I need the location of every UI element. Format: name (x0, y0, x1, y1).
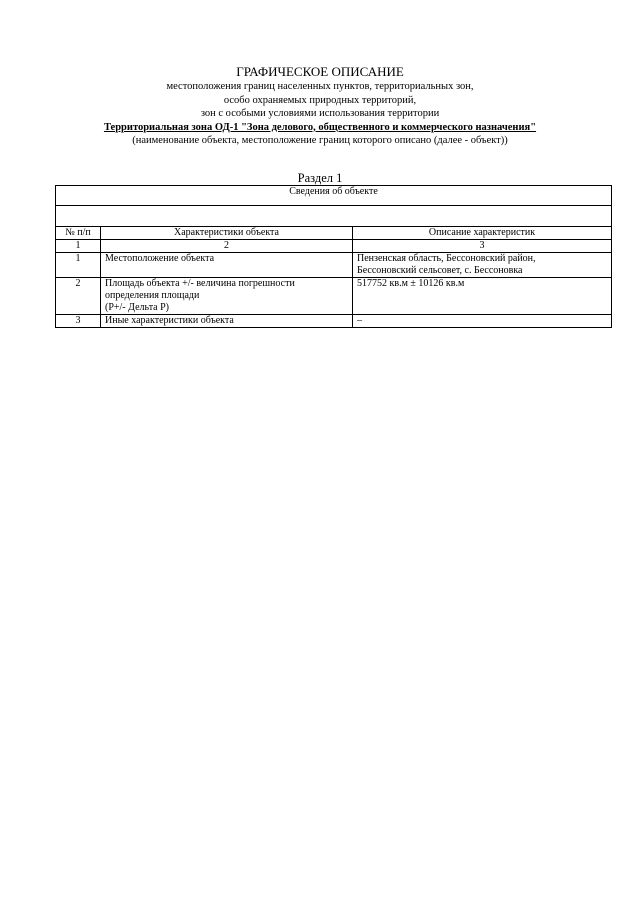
object-note: (наименование объекта, местоположение границ которого описано (далее - объект)) (132, 135, 508, 146)
row-description (353, 315, 612, 328)
column-header-description: Описание характеристик (353, 227, 612, 240)
column-header-num: № п/п (56, 227, 101, 240)
row-characteristic (101, 253, 353, 278)
description-line: Бессоновский сельсовет, с. Бессоновка (357, 265, 523, 276)
row-characteristic (101, 278, 353, 315)
table-caption: Сведения об объекте (56, 186, 612, 206)
row-number: 3 (56, 315, 101, 328)
table-row (56, 253, 612, 278)
header-line-2: особо охраняемых природных территорий, (223, 94, 417, 106)
column-number-1: 1 (56, 240, 101, 253)
object-info-table (55, 185, 612, 328)
description-line: 517752 кв.м ± 10126 кв.м (357, 278, 465, 289)
row-description (353, 253, 612, 278)
characteristic-line: Иные характеристики объекта (105, 315, 234, 326)
object-name: Территориальная зона ОД-1 "Зона делового, общественного и коммерческого назначения" (103, 121, 537, 133)
table-row (56, 278, 612, 315)
column-header-characteristic: Характеристики объекта (101, 227, 353, 240)
characteristic-line: определения площади (105, 290, 200, 301)
row-description (353, 278, 612, 315)
section-title: Раздел 1 (297, 171, 343, 185)
characteristic-line: Местоположение объекта (105, 253, 215, 264)
column-number-3: 3 (353, 240, 612, 253)
table-empty-row (56, 206, 612, 227)
column-number-2: 2 (101, 240, 353, 253)
characteristic-line: Площадь объекта +/- величина погрешности (105, 278, 295, 289)
row-number: 2 (56, 278, 101, 315)
table-row (56, 315, 612, 328)
description-line: Пензенская область, Бессоновский район, (357, 253, 536, 264)
header-line-1: местоположения границ населенных пунктов, территориальных зон, (166, 81, 474, 92)
row-characteristic (101, 315, 353, 328)
document-title: ГРАФИЧЕСКОЕ ОПИСАНИЕ (236, 64, 404, 79)
description-line: – (357, 315, 362, 326)
characteristic-line: (P+/- Дельта P) (105, 302, 170, 313)
header-line-3: зон с особыми условиями использования территории (200, 108, 440, 119)
document-header (0, 64, 640, 148)
row-number: 1 (56, 253, 101, 278)
